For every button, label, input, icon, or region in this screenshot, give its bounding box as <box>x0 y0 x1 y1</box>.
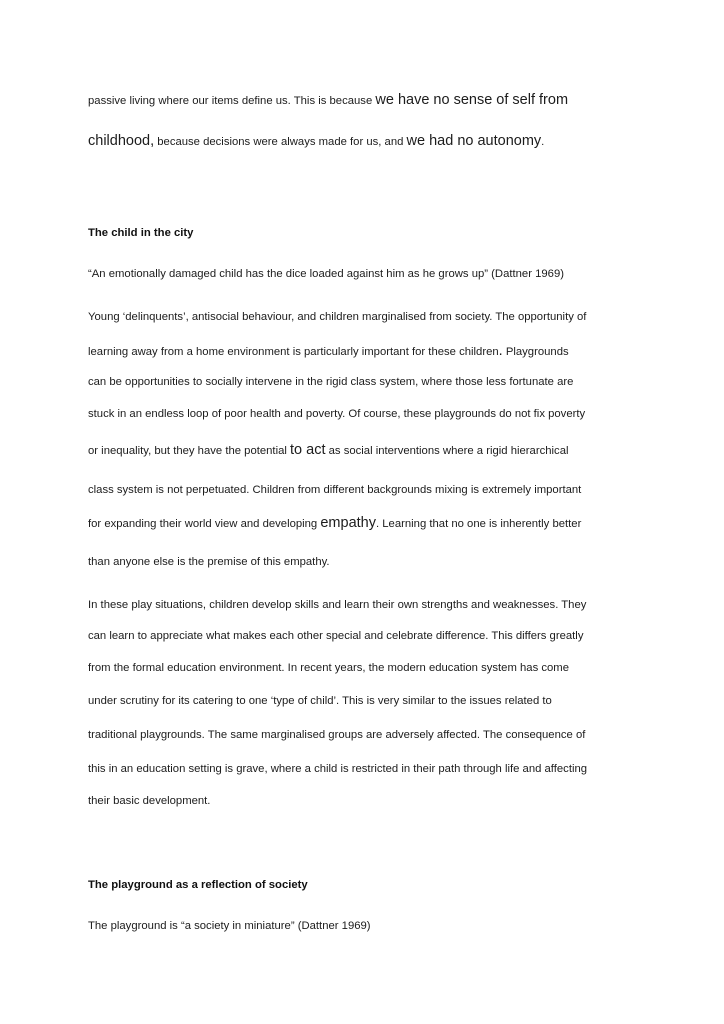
paragraph-1-line-5-b: to act <box>290 442 326 458</box>
intro-line-2-emphasis-1: childhood, <box>88 133 155 149</box>
paragraph-2-line-7: their basic development. <box>88 795 211 807</box>
paragraph-1-line-6: class system is not perpetuated. Children from different backgrounds mixing is extremely important <box>88 484 582 496</box>
paragraph-1-line-5-c: as social interventions where a rigid hierarchical <box>325 445 569 457</box>
paragraph-1-line-7 <box>88 515 581 532</box>
paragraph-1-line-2-a: learning away from a home environment is particularly important for these children <box>88 346 499 358</box>
paragraph-1-line-4: stuck in an endless loop of poor health and poverty. Of course, these playgrounds do not fix poverty <box>88 408 586 420</box>
paragraph-1-line-7-b: empathy <box>320 515 376 531</box>
intro-line-1-emphasis: we have no sense of self from <box>375 92 569 108</box>
section-heading-playground-reflection: The playground as a reflection of society <box>88 879 308 891</box>
paragraph-2-line-4: under scrutiny for its catering to one ‘type of child’. This is very similar to the issues related to <box>88 695 552 707</box>
paragraph-1-line-7-a: for expanding their world view and developing <box>88 518 321 530</box>
intro-line-2-emphasis-2: we had no autonomy <box>406 133 542 149</box>
paragraph-1-line-2 <box>88 343 569 360</box>
paragraph-1-line-7-c: . Learning that no one is inherently better <box>375 518 582 530</box>
paragraph-1-line-8: than anyone else is the premise of this empathy. <box>88 556 330 568</box>
paragraph-1-line-1: Young ‘delinquents’, antisocial behaviour, and children marginalised from society. The opportunity of <box>88 311 587 323</box>
paragraph-2-line-3: from the formal education environment. In recent years, the modern education system has come <box>88 662 569 674</box>
paragraph-2-line-2: can learn to appreciate what makes each other special and celebrate difference. This differs greatly <box>88 630 584 642</box>
section-heading-child-in-city: The child in the city <box>88 227 194 239</box>
paragraph-2-line-1: In these play situations, children develop skills and learn their own strengths and weaknesses. They <box>88 599 587 611</box>
paragraph-1-line-3: can be opportunities to socially intervene in the rigid class system, where those less fortunate are <box>88 376 574 388</box>
intro-line-1-text: passive living where our items define us. This is because <box>88 95 376 107</box>
dattner-quote-2: The playground is “a society in miniature” (Dattner 1969) <box>88 920 371 932</box>
paragraph-1-line-5 <box>88 442 568 459</box>
paragraph-2-line-5: traditional playgrounds. The same marginalised groups are adversely affected. The consequence of <box>88 729 586 741</box>
paragraph-2-line-6: this in an education setting is grave, where a child is restricted in their path through life and affecting <box>88 763 588 775</box>
intro-line-2-text: because decisions were always made for us, and <box>154 136 407 148</box>
dattner-quote-1: “An emotionally damaged child has the dice loaded against him as he grows up” (Dattner 1969) <box>88 268 564 280</box>
paragraph-1-line-5-a: or inequality, but they have the potential <box>88 445 291 457</box>
intro-line-2 <box>88 133 544 150</box>
intro-line-1 <box>88 92 568 109</box>
paragraph-1-line-2-b: . <box>498 343 503 359</box>
paragraph-1-line-2-c: Playgrounds <box>502 346 569 358</box>
intro-line-2-period: . <box>541 136 545 148</box>
